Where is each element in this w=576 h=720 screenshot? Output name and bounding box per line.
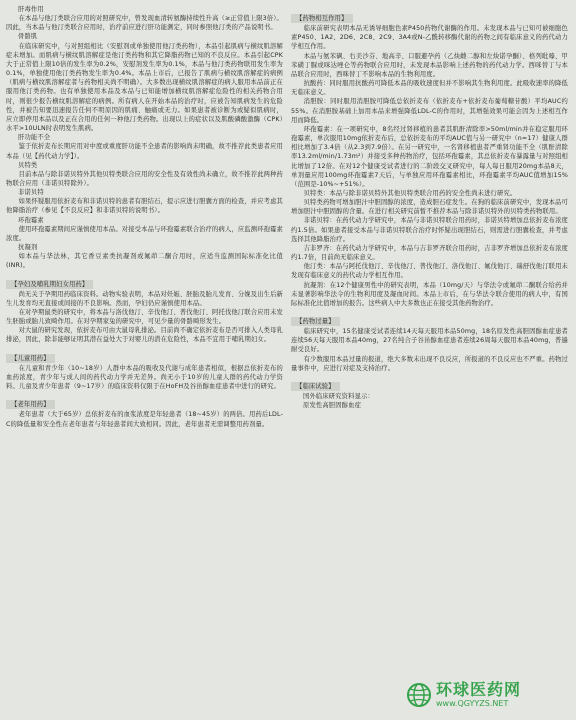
paragraph: 如本品与华法林，其它香豆素类抗凝剂或氟茚二酮合用时，应适当监测国际标准化比值(INR)。: [6, 253, 283, 270]
paragraph: 目前本品与除非诺贝特外其他贝特类联合应用的安全性及有效性尚未确立，故不推荐此两种药物联合应用（非诺贝特除外）。: [6, 170, 283, 187]
subheading: 环孢霉素: [18, 216, 44, 224]
site-watermark: [406, 678, 566, 712]
paragraph: 使用环孢霉素期间应谨慎使用本品。对接受本品与环孢霉素联合治疗的病人，应监测环孢霉素浓度。: [6, 225, 283, 242]
paragraph: 贝特类药物可增加胆汁中胆固醇的浓度，造成胆石症发生。在狗的临床前研究中，发现本品可增加胆汁中胆固醇的含量。在进行相关研究前暂不推荐本品与除非诺贝特外的贝特类药物联用。: [291, 199, 568, 216]
subheading: 非诺贝特: [18, 189, 44, 197]
section-heading: 【孕妇及哺乳期妇女用药】: [6, 280, 93, 289]
subheading: 抗凝剂: [18, 244, 38, 252]
paragraph: 临床前研究表明本品无诱导细胞色素P450药物代谢酶的作用。未发现本品与已知可被细胞色素P450、1A2、2D6、2C8、2C9、3A4或N-乙酰转移酶代谢的药物之间有临床意义的药代动力学相互作用。: [291, 25, 568, 51]
paragraph: 有少数服用本品过量的报道，绝大多数未出现不良反应，所报道的不良反应也不严重。药物过量事件中，应进行对症及支持治疗。: [291, 355, 568, 372]
globe-logo-icon: [406, 682, 432, 708]
paragraph: 本品与氨苯砜、右美沙芬、地高辛、口服避孕药（乙炔雌二醇和左炔诺孕酮）、格列吡嗪、甲苯磺丁脲或咪达唑仑等药物联合应用时，未发现本品影响上述药物的药代动力学。西咪替丁与本品联合应用时，西咪替丁不影响本品的生物利用度。: [291, 52, 568, 78]
section-heading: 【儿童用药】: [6, 354, 55, 363]
section-heading: 【药物相互作用】: [291, 14, 353, 23]
paragraph: 在临床研究中，与对照组相比（安慰剂或单独使用他汀类药物），本品引起肌病与横纹肌溶解症未增加。而肌病与横纹肌溶解症是他汀类药物和其它降脂药物已知的不良反应。本品引起CPK大于正常值上限10倍的发生率为0.2%，安慰剂发生率为0.1%，本品与他汀类药物联用发生率为0.1%，单独使用他汀类药物发生率为0.4%。本品上市后，已报告了肌病与横纹肌溶解症的病例（肌病与横纹肌溶解症者与药物相关尚不明确）。大多数出现横纹肌溶解症的病人服用本品前正在服用他汀类药物。也有单独使用本品及本品与已知能增加横纹肌溶解症危险性的相关药物合用时，则很少报告横纹肌溶解症的病例。所有病人在开始本品的治疗时，应被告知肌病发生的危险性，并被告知要迅速报告任何不明原因的肌痛、触痛或无力。如果患者被诊断为或疑似肌病时，应立即停用本品以及正在合用的任何一种他汀类药物。出现以上的症状以及肌酸磷酸激酶（CPK）水平>10ULN时表明发生肌病。: [6, 42, 283, 133]
paragraph: 对大鼠的研究发现，依折麦布可由大鼠母乳排泌。目前尚不确定依折麦布是否可排入人类母乳排泌，因此，除非能够证明其潜在益处大于对婴儿的潜在危险性，本品不宜用于哺乳期妇女。: [6, 327, 283, 344]
paragraph: 消胆胺：同时服用消胆胺可降低总依折麦布（依折麦布+依折麦布葡萄糖苷酸）平均AUC约55%。在消胆胺基础上加用本品来增强降低LDL-C的作用时，其增强效果可能会因为上述相互作用而降低。: [291, 98, 568, 124]
paragraph: 在本品与他汀类联合应用的对照研究中，曾发现血清转氨酶持续性升高（≥正常值上限3倍）。因此，当本品与他汀类联合应用时，治疗前应进行肝功能测定，同时参照他汀类的产品说明书。: [6, 15, 283, 32]
paragraph: 鉴于依折麦布长期应用对中度或重度肝功能不全患者的影响尚未明确，故不推荐此类患者应用本品（见【药代动力学】）。: [6, 143, 283, 160]
paragraph: 临床研究中，15名健康受试者连续14天每天服用本品50mg，18名原发性高胆固醇血症患者连续56天每天服用本品40mg，27名纯合子谷甾醇血症患者连续26周每天服用本品40mg，普遍耐受良好。: [291, 328, 568, 354]
right-column: [291, 5, 568, 720]
paragraph: 环孢霉素：在一项研究中，8名经过肾移植的患者其肌酐清除率>50ml/min并在稳定服用环孢霉素，单次服用10mg依折麦布后，总依折麦布的平均AUC值与另一研究中（n=17）健康人群相比增加了3.4倍（从2.3到7.9倍）。在另一研究中，一名肾移植患者严重肾功能不全（肌酐清除率13.2ml/min/1.73m²）并接受多种药物治疗，包括环孢霉素，其总依折麦布暴露量与对照组相比增加了12倍。在对12个健康受试者进行的二阶段交叉研究中，每人每日服用20mg本品8天，单剂量应用100mg环孢霉素7天后，与单独应用环孢霉素相比，环孢霉素平均AUC值增加15%（范围是-10%~+51%）。: [291, 125, 568, 188]
watermark-url: www.QGYYZS.NET: [436, 699, 509, 708]
left-column: [6, 5, 283, 720]
section-heading: 【老年用药】: [6, 400, 55, 409]
subheading: 骨骼肌: [18, 33, 38, 41]
paragraph: 在儿童和青少年（10~18岁）人群中本品的吸收及代谢与成年患者相似，根据总依折麦布的血药浓度，青少年与成人间的药代动力学并无差异。尚无小于10岁的儿童人群的药代动力学资料。儿童及青少年患者（9~17岁）的临床资料仅限于在HoFH及谷甾醇血症患者中进行的研究。: [6, 364, 283, 391]
paragraph: 他汀类：本品与阿托伐他汀、辛伐他汀、普伐他汀、洛伐他汀、氟伐他汀、瑞舒伐他汀联用未发现有临床意义的药代动力学相互作用。: [291, 263, 568, 280]
section-heading: 【药物过量】: [291, 317, 340, 326]
section-heading: 【临床试验】: [291, 382, 340, 391]
subheading: 贝特类: [18, 161, 38, 169]
paragraph: 抗酸药：同时服用抗酸药可降低本品的吸收速度但并不影响其生物利用度。此吸收速率的降低无临床意义。: [291, 80, 568, 97]
paragraph: 尚无关于孕期用药临床资料。动物实验表明，本品对妊娠、胚胎及胎儿发育、分娩及出生后新生儿发育均无直接或间接的不良影响。然而，孕妇仍应谨慎使用本品。: [6, 290, 283, 307]
paragraph: 在对孕期鼠类的研究中，将本品与洛伐他汀、辛伐他汀、普伐他汀、阿托伐他汀联合应用未发生胚胎或胎儿致畸作用。在对孕期家兔的研究中，可见少量的骨骼畸形发生。: [6, 309, 283, 326]
paragraph: 老年患者（大于65岁）总依折麦布的血浆浓度是年轻患者（18~45岁）的两倍。用药后LDL-C的降低量和安全性在老年患者与年轻患者间大致相同。因此，老年患者无需调整用药剂量。: [6, 411, 283, 428]
watermark-name: 环球医药网: [436, 680, 522, 699]
paragraph: 如果怀疑服用依折麦布和非诺贝特的患者有胆结石，提示应进行胆囊方面的检查，并应考虑其他降脂治疗（参见【不良反应】和非诺贝特的说明书）。: [6, 198, 283, 215]
subheading: 原发性高胆固醇血症: [303, 402, 362, 410]
subheading: 肝功能不全: [18, 134, 51, 142]
paragraph: 抗凝剂：在12个健康男性中的研究表明，本品（10mg/天）与华法令或氟茚二酮联合给药并未显著影响华法令的生物利用度及凝血时间。本品上市后，在与华法令联合使用的病人中，有国际标准化比值增加的报告。这些病人中大多数也正在接受其他药物治疗。: [291, 281, 568, 307]
paragraph: 吉非罗齐：在药代动力学研究中，本品与吉非罗齐联合用药时，吉非罗齐增加总依折麦布浓度约1.7倍，目前尚无临床意义。: [291, 244, 568, 262]
paragraph: 贝特类：本品与除非诺贝特外其他贝特类联合用药的安全性尚未进行研究。: [303, 189, 517, 197]
subheading: 国外临床研究资料显示：: [303, 393, 374, 401]
subheading: 肝毒作用: [18, 6, 44, 13]
paragraph: 非诺贝特：在药代动力学研究中，本品与非诺贝特联合用药时，非诺贝特增加总依折麦布浓度约1.5倍。如果患者接受本品与非诺贝特联合治疗时怀疑出现胆结石，则需进行胆囊检查，并考虑选择其他降脂治疗。: [291, 217, 568, 243]
